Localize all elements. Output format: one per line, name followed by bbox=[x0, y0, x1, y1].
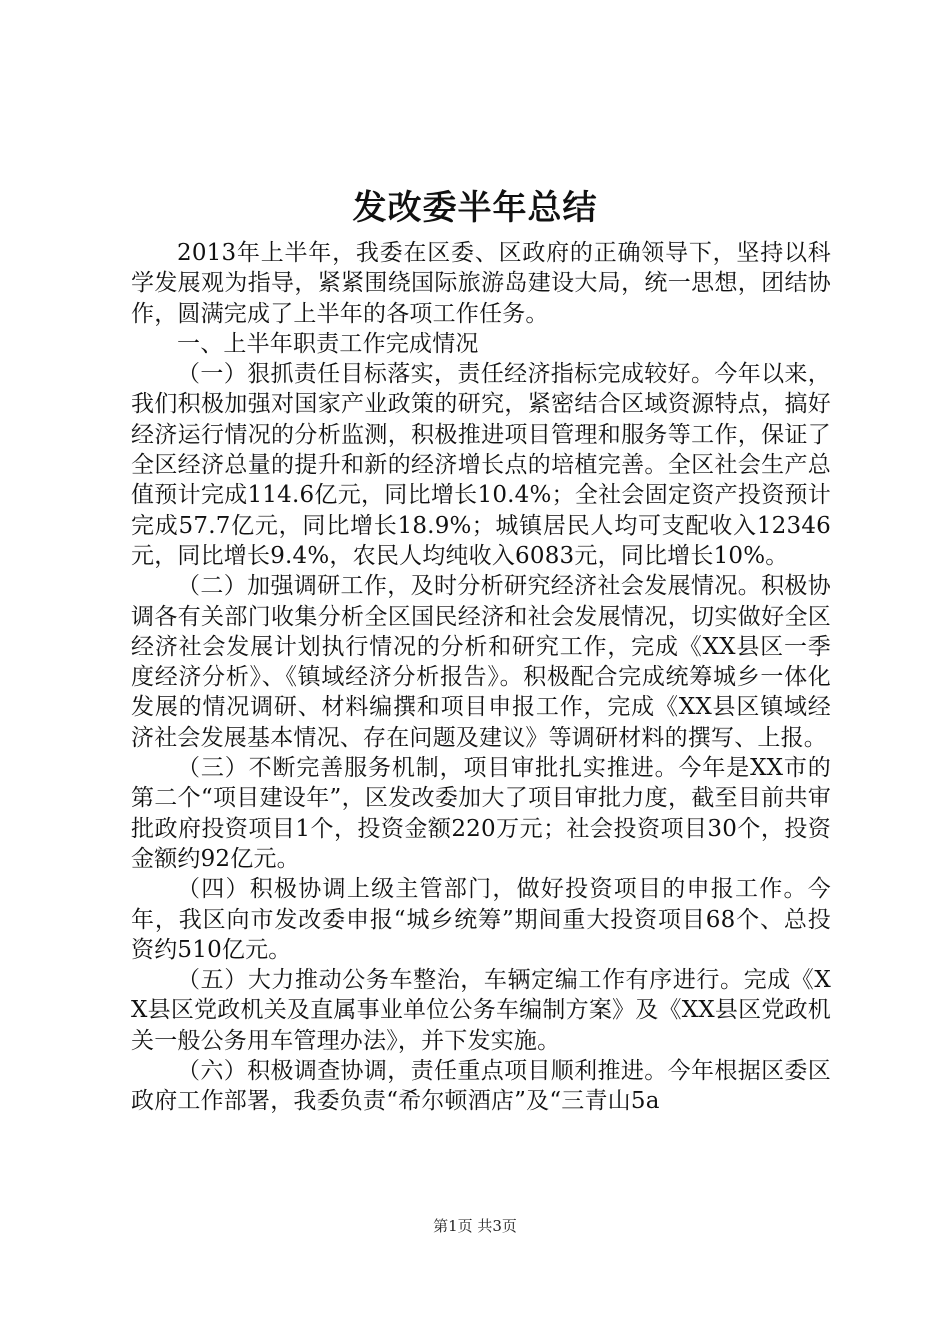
paragraph-item-2: （二）加强调研工作，及时分析研究经济社会发展情况。积极协调各有关部门收集分析全区国民经济和社会发展情况，切实做好全区经济社会发展计划执行情况的分析和研究工作，完成《XX县区一季度经济分析》、《镇域经济分析报告》。积极配合完成统筹城乡一体化发展的情况调研、材料编撰和项目申报工作，完成《XX县区镇域经济社会发展基本情况、存在问题及建议》等调研材料的撰写、上报。 bbox=[131, 573, 831, 751]
paragraph-item-3: （三）不断完善服务机制，项目审批扎实推进。今年是XX市的第二个“项目建设年”，区发改委加大了项目审批力度，截至目前共审批政府投资项目1个，投资金额220万元；社会投资项目30个，投资金额约92亿元。 bbox=[131, 755, 831, 872]
section-heading: 一、上半年职责工作完成情况 bbox=[177, 330, 479, 357]
paragraph-item-4: （四）积极协调上级主管部门，做好投资项目的申报工作。今年，我区向市发改委申报“城乡统筹”期间重大投资项目68个、总投资约510亿元。 bbox=[131, 876, 831, 963]
page-number-footer: 第1页 共3页 bbox=[433, 1217, 517, 1235]
paragraph-item-5: （五）大力推动公务车整治，车辆定编工作有序进行。完成《XX县区党政机关及直属事业单位公务车编制方案》及《XX县区党政机关一般公务用车管理办法》，并下发实施。 bbox=[131, 967, 831, 1054]
paragraph-item-1: （一）狠抓责任目标落实，责任经济指标完成较好。今年以来，我们积极加强对国家产业政策的研究，紧密结合区域资源特点，搞好经济运行情况的分析监测，积极推进项目管理和服务等工作，保证了全区经济总量的提升和新的经济增长点的培植完善。全区社会生产总值预计完成114.6亿元，同比增长10.4%；全社会固定资产投资预计完成57.7亿元，同比增长18.9%；城镇居民人均可支配收入12346元，同比增长9.4%，农民人均纯收入6083元，同比增长10%。 bbox=[131, 361, 831, 569]
intro-paragraph: 2013年上半年，我委在区委、区政府的正确领导下，坚持以科学发展观为指导，紧紧围绕国际旅游岛建设大局，统一思想，团结协作，圆满完成了上半年的各项工作任务。 bbox=[131, 240, 831, 327]
document-body bbox=[131, 238, 831, 1117]
document-title: 发改委半年总结 bbox=[352, 188, 598, 228]
paragraph-item-6: （六）积极调查协调，责任重点项目顺利推进。今年根据区委区政府工作部署，我委负责“希尔顿酒店”及“三青山5a bbox=[131, 1058, 831, 1115]
